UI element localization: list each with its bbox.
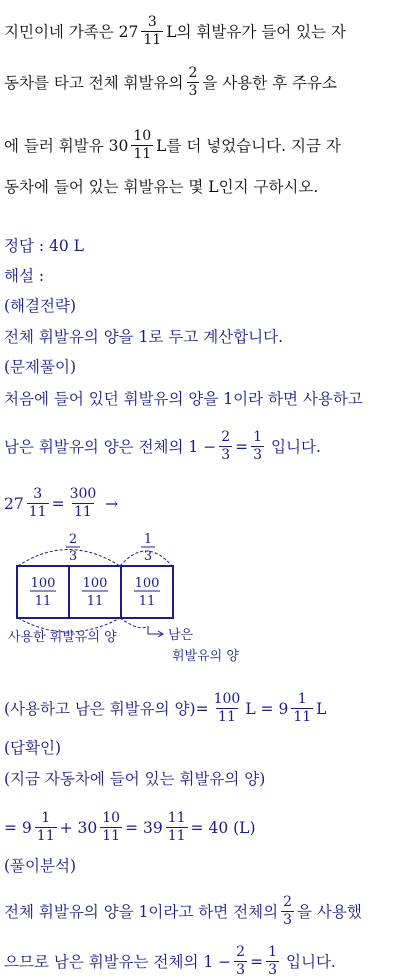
denominator: 11 <box>133 146 152 162</box>
body-text: 전체 휘발유의 양을 1이라고 하면 전체의 <box>4 902 279 921</box>
answer-text: 정답 : 40 L <box>4 237 84 255</box>
denominator: 11 <box>293 709 312 725</box>
cell-1-num: 100 <box>30 576 56 591</box>
numerator: 2 <box>283 894 292 910</box>
numerator: 1 <box>253 429 263 445</box>
numerator: 2 <box>236 944 246 960</box>
solve-heading <box>4 357 396 377</box>
body-text: 으므로 남은 휘발유는 전체의 1 − <box>4 952 232 971</box>
body-text: 입니다. <box>286 952 336 971</box>
fraction <box>251 429 264 464</box>
fraction <box>234 944 247 979</box>
problem-line-4 <box>4 177 396 197</box>
cell-3-den: 11 <box>138 594 156 609</box>
hook-arrow-icon <box>148 626 162 634</box>
denominator: 11 <box>102 828 121 844</box>
analysis-heading <box>4 856 396 876</box>
denominator: 3 <box>253 447 263 463</box>
equals-sign: = <box>235 437 249 456</box>
denominator: 11 <box>167 828 186 844</box>
numerator: 11 <box>167 810 186 826</box>
fraction <box>281 894 294 929</box>
numerator: 1 <box>268 944 278 960</box>
fraction <box>166 810 188 845</box>
body-text: 남은 휘발유의 양은 전체의 1 − <box>4 437 217 456</box>
fraction <box>100 810 122 845</box>
cell-1-den: 11 <box>34 594 52 609</box>
cell-2-den: 11 <box>86 594 104 609</box>
answer-line <box>4 236 396 256</box>
top-left-num: 2 <box>68 532 78 547</box>
analysis-line-2 <box>4 944 396 979</box>
equals-sign: = <box>250 952 264 971</box>
remaining-label-2: 휘발유의 양 <box>172 649 239 664</box>
math-text: + 30 <box>59 818 98 837</box>
fraction <box>131 128 153 163</box>
problem-text: L의 휘발유가 들어 있는 자 <box>166 22 346 41</box>
equation-line-1 <box>4 486 396 521</box>
problem-text: 지민이네 가족은 27 <box>4 22 139 41</box>
body-text: 을 사용했 <box>297 902 362 921</box>
numerator: 100 <box>213 691 241 707</box>
solve-line-1 <box>4 389 396 409</box>
analysis-line-1 <box>4 894 396 929</box>
cell-2-num: 100 <box>82 576 108 591</box>
unit-text: L <box>316 699 327 718</box>
equals-sign: = <box>51 494 65 513</box>
math-text: = 40 (L) <box>190 818 256 837</box>
problem-text: 에 들러 휘발유 30 <box>4 136 129 155</box>
fraction <box>266 944 279 979</box>
fraction <box>35 810 57 845</box>
body-text: 처음에 들어 있던 휘발유의 양을 1이라 하면 사용하고 <box>4 390 363 408</box>
check-heading <box>4 738 396 758</box>
body-text: 전체 휘발유의 양을 1로 두고 계산합니다. <box>4 328 283 346</box>
fraction <box>219 429 232 464</box>
body-text: (지금 자동차에 들어 있는 휘발유의 양) <box>4 770 266 788</box>
problem-line-2 <box>4 65 396 100</box>
box-cell-3 <box>121 566 173 618</box>
problem-line-1 <box>4 14 396 49</box>
denominator: 11 <box>74 504 92 520</box>
fraction <box>291 691 313 726</box>
numerator: 3 <box>147 14 157 30</box>
numerator: 2 <box>188 65 198 81</box>
heading-text: (풀이분석) <box>4 857 76 875</box>
fraction <box>141 14 163 49</box>
bottom-arc-right <box>120 618 148 628</box>
top-left-den: 3 <box>68 549 78 564</box>
denominator: 11 <box>28 504 47 520</box>
fraction <box>68 486 99 521</box>
fraction-box-diagram <box>0 528 400 668</box>
strategy-line <box>4 327 396 347</box>
top-right-num: 1 <box>143 532 153 547</box>
body-text: 입니다. <box>271 437 321 456</box>
numerator: 10 <box>102 810 121 826</box>
denominator: 11 <box>143 32 162 48</box>
used-label: 사용한 휘발유의 양 <box>8 630 117 645</box>
math-text: L = 9 <box>245 699 289 718</box>
math-text: = 39 <box>125 818 163 837</box>
problem-text: 을 사용한 후 주유소 <box>202 73 337 92</box>
numerator: 300 <box>69 486 97 502</box>
denominator: 3 <box>188 83 198 99</box>
heading-text: (답확인) <box>4 739 62 757</box>
check-line-1 <box>4 769 396 789</box>
heading-text: (문제풀이) <box>4 358 76 376</box>
remaining-label-1: 남은 <box>168 628 194 643</box>
cell-3-num: 100 <box>134 576 160 591</box>
math-text: = 9 <box>4 818 32 837</box>
problem-line-3 <box>4 128 396 163</box>
explain-label <box>4 266 396 286</box>
numerator: 2 <box>221 429 231 445</box>
denominator: 11 <box>218 709 236 725</box>
denominator: 3 <box>268 962 278 978</box>
problem-text: 동차를 타고 전체 휘발유의 <box>4 73 184 92</box>
box-cell-2 <box>69 566 121 618</box>
fraction <box>212 691 243 726</box>
arrow-icon: → <box>105 494 119 513</box>
numerator: 3 <box>33 486 43 502</box>
explain-text: 해설 : <box>4 267 45 285</box>
remaining-line <box>4 691 396 726</box>
check-line-2 <box>4 810 396 845</box>
box-cell-1 <box>17 566 69 618</box>
solve-line-2 <box>4 429 396 464</box>
numerator: 1 <box>41 810 51 826</box>
denominator: 11 <box>36 828 55 844</box>
top-right-den: 3 <box>143 549 153 564</box>
numerator: 1 <box>297 691 307 707</box>
heading-text: (해결전략) <box>4 297 76 315</box>
problem-text: 동차에 들어 있는 휘발유는 몇 L인지 구하시오. <box>4 178 319 196</box>
denominator: 3 <box>236 962 246 978</box>
denominator: 3 <box>221 447 231 463</box>
body-text: (사용하고 남은 휘발유의 양)= <box>4 699 209 718</box>
numerator: 10 <box>133 128 152 144</box>
problem-text: L를 더 넣었습니다. 지금 자 <box>156 136 341 155</box>
denominator: 3 <box>283 912 292 928</box>
fraction <box>27 486 49 521</box>
strategy-heading <box>4 296 396 316</box>
fraction <box>187 65 200 100</box>
math-text: 27 <box>4 494 24 513</box>
